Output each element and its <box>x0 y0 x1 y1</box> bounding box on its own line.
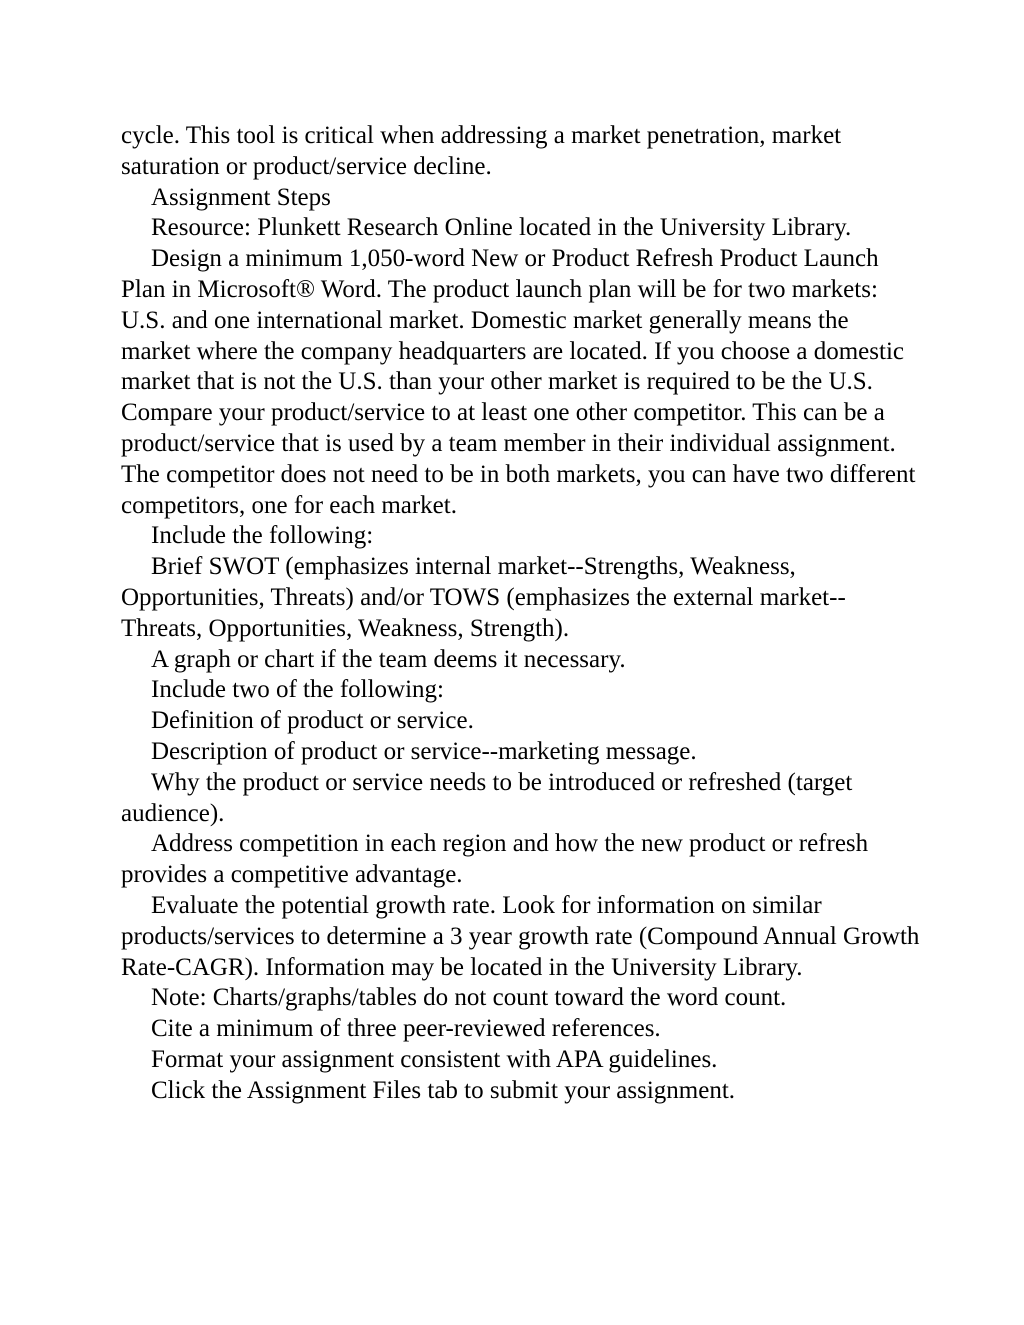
paragraph-design-plan: Design a minimum 1,050-word New or Product Refresh Product Launch Plan in Microsoft® Word. The product launch plan will be for two markets: U.S. and one international market. Domestic market generally means the market where the company headquarters are located. If you choose a domestic market that is not the U.S. than your other market is required to be the U.S. Compare your product/service to at least one other competitor. This can be a product/service that is used by a team member in their individual assignment. The competitor does not need to be in both markets, you can have two different competitors, one for each market. <box>121 245 916 519</box>
paragraph-swot: Brief SWOT (emphasizes internal market--Strengths, Weakness, Opportunities, Threats) and/or TOWS (emphasizes the external market--Threats, Opportunities, Weakness, Strength). <box>121 553 846 642</box>
paragraph-include-two: Include two of the following: <box>151 676 444 704</box>
paragraph-format-apa: Format your assignment consistent with APA guidelines. <box>151 1045 718 1073</box>
paragraph-description: Description of product or service--marketing message. <box>151 737 697 765</box>
paragraph-competition: Address competition in each region and how the new product or refresh provides a competitive advantage. <box>121 830 869 889</box>
paragraph-why-introduced: Why the product or service needs to be introduced or refreshed (target audience). <box>121 768 853 827</box>
paragraph-graph-chart: A graph or chart if the team deems it necessary. <box>151 645 626 673</box>
paragraph-include-following: Include the following: <box>151 522 374 550</box>
paragraph-submit: Click the Assignment Files tab to submit your assignment. <box>151 1076 736 1104</box>
document-body <box>121 121 921 1107</box>
paragraph-definition: Definition of product or service. <box>151 707 474 735</box>
paragraph-cite-references: Cite a minimum of three peer-reviewed references. <box>151 1015 661 1043</box>
paragraph-note: Note: Charts/graphs/tables do not count toward the word count. <box>151 984 787 1012</box>
paragraph-growth-rate: Evaluate the potential growth rate. Look for information on similar products/services to determine a 3 year growth rate (Compound Annual Growth Rate-CAGR). Information may be located in the University Library. <box>121 891 920 981</box>
paragraph-assignment-steps-heading: Assignment Steps <box>151 183 331 211</box>
paragraph-intro-continuation: cycle. This tool is critical when addressing a market penetration, market saturation or product/service decline. <box>121 122 842 180</box>
paragraph-resource: Resource: Plunkett Research Online located in the University Library. <box>151 214 852 242</box>
